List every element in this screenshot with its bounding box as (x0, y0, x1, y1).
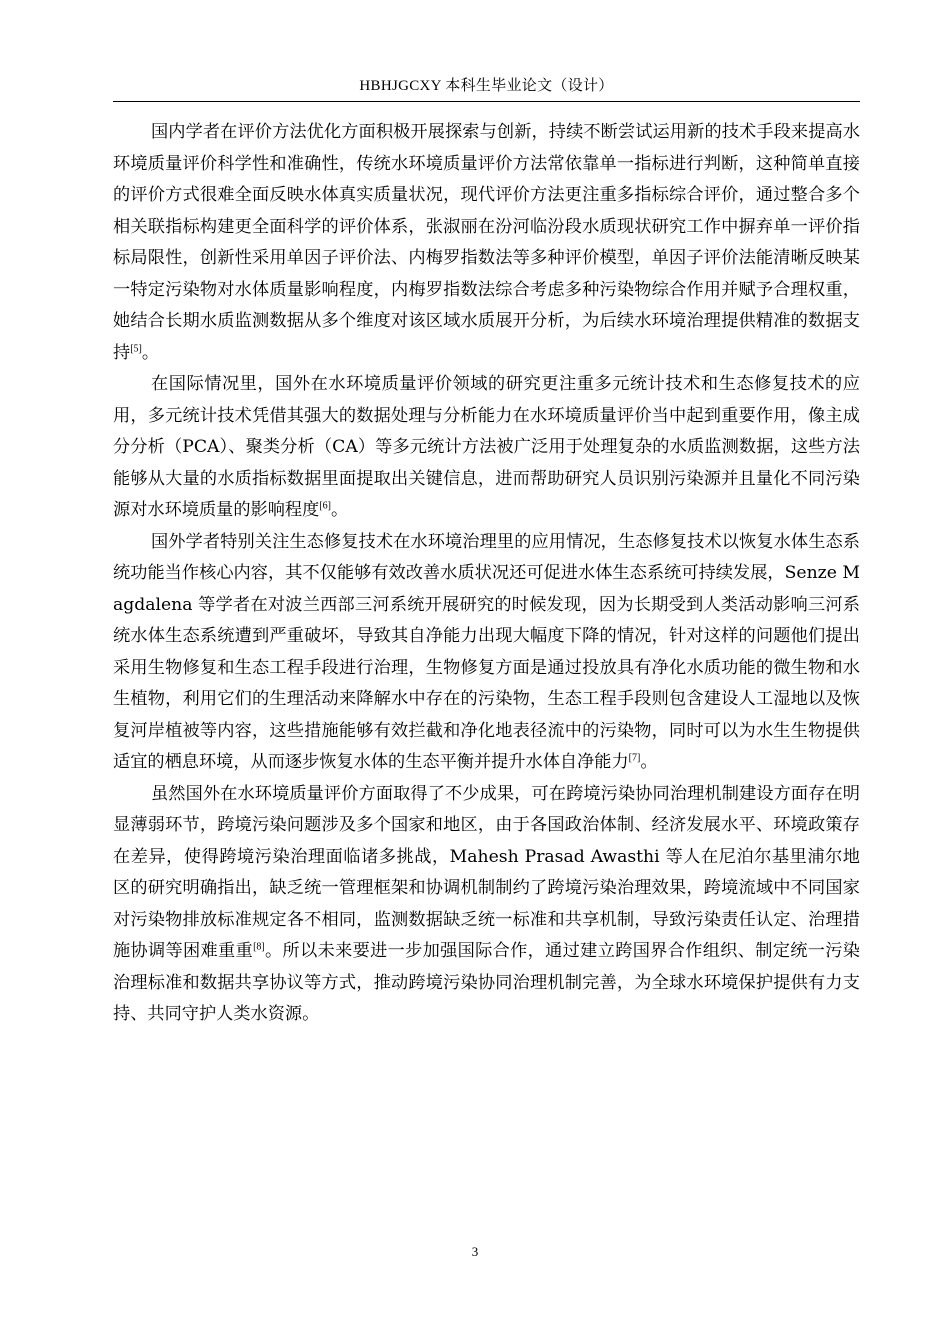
citation-marker: [8] (253, 941, 265, 953)
citation-marker: [5] (130, 342, 142, 354)
paragraph-transboundary-pollution (113, 779, 860, 1031)
paragraph-text: 虽然国外在水环境质量评价方面取得了不少成果，可在跨境污染协同治理机制建设方面存在明显薄弱环节，跨境污染问题涉及多个国家和地区，由于各国政治体制、经济发展水平、环境政策存在差异，使得跨境污染治理面临诸多挑战，Mahesh Prasad Awasthi 等人在尼泊尔基里浦尔地区的研究明确指出，缺乏统一管理框架和协调机制制约了跨境污染治理效果，跨境流域中不同国家对污染物排放标准规定各不相同，监测数据缺乏统一标准和共享机制，导致污染责任认定、治理措施协调等困难重重 (113, 783, 860, 961)
paragraph-text: 国内学者在评价方法优化方面积极开展探索与创新，持续不断尝试运用新的技术手段来提高水环境质量评价科学性和准确性，传统水环境质量评价方法常依靠单一指标进行判断，这种简单直接的评价方式很难全面反映水体真实质量状况，现代评价方法更注重多指标综合评价，通过整合多个相关联指标构建更全面科学的评价体系，张淑丽在汾河临汾段水质现状研究工作中摒弃单一评价指标局限性，创新性采用单因子评价法、内梅罗指数法等多种评价模型，单因子评价法能清晰反映某一特定污染物对水体质量影响程度，内梅罗指数法综合考虑多种污染物综合作用并赋予合理权重，她结合长期水质监测数据从多个维度对该区域水质展开分析，为后续水环境治理提供精准的数据支持 (113, 122, 860, 363)
paragraph-ecological-restoration (113, 527, 860, 779)
page-number: 3 (471, 1244, 479, 1259)
body-text (113, 117, 860, 1031)
paragraph-text: 国外学者特别关注生态修复技术在水环境治理里的应用情况，生态修复技术以恢复水体生态系统功能当作核心内容，其不仅能够有效改善水质状况还可促进水体生态系统可持续发展，Senze Magdalena 等学者在对波兰西部三河系统开展研究的时候发现，因为长期受到人类活动影响三河系统水体生态系统遭到严重破坏，导致其自净能力出现大幅度下降的情况，针对这样的问题他们提出采用生物修复和生态工程手段进行治理，生物修复方面是通过投放具有净化水质功能的微生物和水生植物，利用它们的生理活动来降解水中存在的污染物，生态工程手段则包含建设人工湿地以及恢复河岸植被等内容，这些措施能够有效拦截和净化地表径流中的污染物，同时可以为水生生物提供适宜的栖息环境，从而逐步恢复水体的生态平衡并提升水体自净能力 (113, 531, 860, 772)
paragraph-text: 。 (141, 342, 160, 363)
header-divider (113, 101, 860, 102)
running-header: HBHJGCXY 本科生毕业论文（设计） (359, 78, 614, 94)
paragraph-text: 。 (330, 500, 349, 520)
citation-marker: [7] (628, 752, 641, 764)
citation-marker: [6] (319, 500, 331, 512)
paragraph-international-statistics (113, 369, 860, 527)
paragraph-domestic-methods (113, 117, 860, 369)
paragraph-text: 在国际情况里，国外在水环境质量评价领域的研究更注重多元统计技术和生态修复技术的应用，多元统计技术凭借其强大的数据处理与分析能力在水环境质量评价当中起到重要作用，像主成分分析（PCA）、聚类分析（CA）等多元统计方法被广泛用于处理复杂的水质监测数据，这些方法能够从大量的水质指标数据里面提取出关键信息，进而帮助研究人员识别污染源并且量化不同污染源对水环境质量的影响程度 (113, 374, 860, 520)
paragraph-text: 。 (640, 752, 658, 772)
paragraph-text: 。所以未来要进一步加强国际合作，通过建立跨国界合作组织、制定统一污染治理标准和数据共享协议等方式，推动跨境污染协同治理机制完善，为全球水环境保护提供有力支持、共同守护人类水资源。 (113, 941, 860, 1024)
